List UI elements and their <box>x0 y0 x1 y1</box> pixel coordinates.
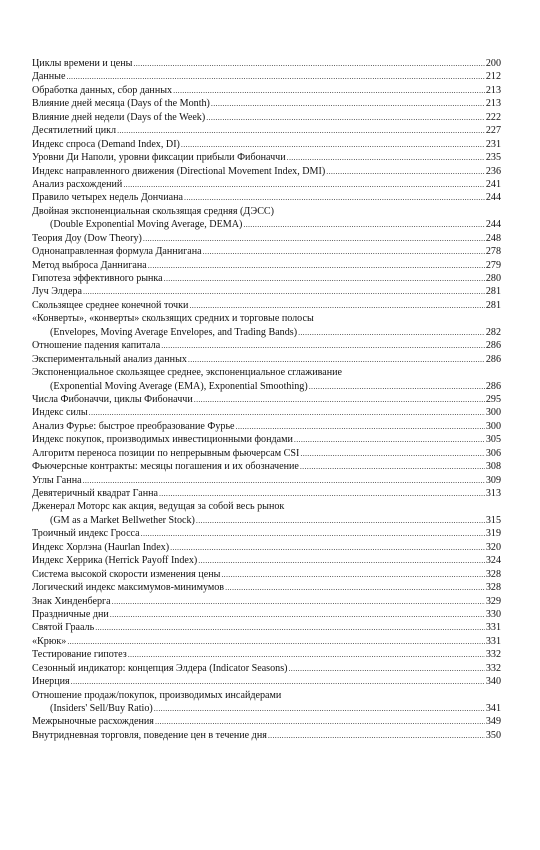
toc-entry <box>32 729 501 742</box>
page-number: 331 <box>485 622 501 634</box>
dot-leader <box>300 447 484 460</box>
toc-entry <box>32 151 501 164</box>
toc-entry <box>32 500 501 527</box>
toc-entry <box>32 312 501 339</box>
page-number: 222 <box>485 111 501 123</box>
toc-entry <box>32 299 501 312</box>
toc-entry-title: Луч Элдера <box>32 286 82 298</box>
page-number: 282 <box>485 326 501 338</box>
page-number: 236 <box>485 165 501 177</box>
page-number: 320 <box>485 541 501 553</box>
toc-entry <box>32 460 501 473</box>
page-number: 244 <box>485 192 501 204</box>
toc-entry-line <box>32 272 501 285</box>
toc-entry <box>32 259 501 272</box>
dot-leader <box>298 326 485 339</box>
dot-leader <box>148 259 485 272</box>
toc-entry <box>32 232 501 245</box>
toc-entry-title: Логический индекс максимумов-минимумов <box>32 582 225 594</box>
page-number: 330 <box>485 608 501 620</box>
dot-leader <box>66 70 484 83</box>
toc-entry-title: Индекс Хорлэна (Haurlan Index) <box>32 541 170 553</box>
toc-entry-title: Метод выброса Даннигана <box>32 259 147 271</box>
page-number: 305 <box>485 434 501 446</box>
dot-leader <box>326 165 485 178</box>
toc-entry-subtitle: (GM as a Market Bellwether Stock) <box>50 514 195 526</box>
toc-entry <box>32 406 501 419</box>
toc-entry-line <box>32 487 501 500</box>
toc-entry-line <box>32 554 501 567</box>
toc-entry <box>32 474 501 487</box>
page-number: 295 <box>485 393 501 405</box>
page-number: 300 <box>485 407 501 419</box>
toc-entry-title: Экспоненциальное скользящее среднее, экспоненциальное сглаживание <box>32 367 343 379</box>
page-number: 286 <box>485 353 501 365</box>
toc-entry-title: Знак Хинденберга <box>32 595 111 607</box>
page-number: 328 <box>485 568 501 580</box>
toc-entry-line <box>32 581 501 594</box>
toc-entry-title: Скользящее среднее конечной точки <box>32 299 189 311</box>
dot-leader <box>243 218 484 231</box>
toc-entry-title: Числа Фибоначчи, циклы Фибоначчи <box>32 393 193 405</box>
dot-leader <box>288 662 484 675</box>
dot-leader <box>141 527 485 540</box>
toc-entry-title: Индекс спроса (Demand Index, DI) <box>32 138 180 150</box>
toc-entry-subtitle: (Double Exponential Moving Average, DEMA) <box>50 219 243 231</box>
toc-entry <box>32 433 501 446</box>
dot-leader <box>221 568 484 581</box>
page-number: 280 <box>485 273 501 284</box>
toc-entry-title: Углы Ганна <box>32 474 82 486</box>
page-number: 306 <box>485 447 501 459</box>
toc-entry-title: Гипотеза эффективного рынка <box>32 273 163 284</box>
toc-entry-line <box>32 514 501 527</box>
toc-entry <box>32 608 501 621</box>
page-number: 244 <box>485 219 501 231</box>
dot-leader <box>133 57 484 70</box>
dot-leader <box>189 299 484 312</box>
page-number: 324 <box>485 555 501 567</box>
toc-entry <box>32 554 501 567</box>
toc-entry <box>32 178 501 191</box>
dot-leader <box>236 420 485 433</box>
toc-entry-title: Анализ расхождений <box>32 178 123 190</box>
dot-leader <box>112 595 485 608</box>
page-number: 309 <box>485 474 501 486</box>
toc-entry-title: Система высокой скорости изменения цены <box>32 568 221 580</box>
toc-entry-line <box>32 406 501 419</box>
page-number: 349 <box>485 716 501 728</box>
dot-leader <box>294 433 485 446</box>
toc-entry <box>32 635 501 648</box>
toc-entry-line <box>32 662 501 675</box>
dot-leader <box>188 353 485 366</box>
dot-leader <box>154 702 485 715</box>
toc-entry-line <box>32 608 501 621</box>
toc-entry <box>32 70 501 83</box>
dot-leader <box>155 715 485 728</box>
toc-entry <box>32 138 501 151</box>
page-number: 315 <box>485 514 501 526</box>
toc-entry <box>32 272 501 285</box>
toc-entry-line <box>32 460 501 473</box>
dot-leader <box>159 487 485 500</box>
toc-entry-subtitle: (Exponential Moving Average (EMA), Exponential Smoothing) <box>50 380 308 392</box>
page-number: 340 <box>485 676 501 688</box>
page-number: 332 <box>485 662 501 674</box>
page-number: 332 <box>485 649 501 661</box>
toc-entry <box>32 205 501 232</box>
toc-entry-line <box>32 191 501 204</box>
toc-entry <box>32 84 501 97</box>
page-number: 200 <box>485 58 501 69</box>
dot-leader <box>71 675 485 688</box>
toc-entry-line <box>32 420 501 433</box>
toc-entry-line <box>32 702 501 715</box>
page-number: 227 <box>485 125 501 137</box>
toc-entry-line <box>32 165 501 178</box>
dot-leader <box>181 138 485 151</box>
toc-entry-subtitle: (Insiders' Sell/Buy Ratio) <box>50 703 153 714</box>
toc-entry-title: Экспериментальный анализ данных <box>32 353 187 365</box>
toc-entry-title: Праздничные дни <box>32 608 109 620</box>
toc-entry-title: Однонаправленная формула Даннигана <box>32 246 202 258</box>
page-number: 212 <box>485 71 501 83</box>
toc-entry-line <box>32 380 501 393</box>
toc-entry-line <box>32 729 501 742</box>
dot-leader <box>83 474 485 487</box>
toc-entry <box>32 366 501 393</box>
dot-leader <box>89 406 485 419</box>
toc-entry <box>32 541 501 554</box>
toc-entry <box>32 595 501 608</box>
toc-entry <box>32 111 501 124</box>
toc-entry-title: Теория Доу (Dow Theory) <box>32 232 142 244</box>
toc-entry-title: Данные <box>32 71 66 83</box>
page-number: 331 <box>485 635 501 647</box>
toc-entry-line <box>32 595 501 608</box>
page-number: 350 <box>485 729 501 741</box>
toc-entry <box>32 527 501 540</box>
toc-entry-line <box>32 648 501 661</box>
dot-leader <box>287 151 485 164</box>
toc-entry-title: Индекс покупок, производимых инвестиционными фондами <box>32 434 293 446</box>
dot-leader <box>95 621 485 634</box>
toc-entry-line <box>32 285 501 298</box>
toc-entry-subtitle: (Envelopes, Moving Average Envelopes, and Trading Bands) <box>50 326 298 338</box>
toc-entry <box>32 689 501 716</box>
toc-entry-line <box>32 474 501 487</box>
toc-entry-line <box>32 393 501 406</box>
dot-leader <box>211 97 485 110</box>
toc-entry-title: Тестирование гипотез <box>32 649 127 661</box>
toc-entry <box>32 581 501 594</box>
toc-entry-line <box>32 339 501 352</box>
toc-entry-line <box>32 326 501 339</box>
toc-entry-line <box>32 245 501 258</box>
toc-entry <box>32 124 501 137</box>
toc-entry-title: Десятилетний цикл <box>32 125 117 137</box>
dot-leader <box>117 124 485 137</box>
toc-entry-title: Межрыночные расхождения <box>32 716 154 728</box>
page-number: 313 <box>485 488 501 499</box>
page-number: 286 <box>485 380 501 392</box>
toc-entry <box>32 57 501 70</box>
toc-entry-title: Анализ Фурье: быстрое преобразование Фурье <box>32 420 235 432</box>
toc-entry-line <box>32 138 501 151</box>
dot-leader <box>128 648 485 661</box>
toc-entry <box>32 420 501 433</box>
toc-entry-line <box>32 259 501 272</box>
toc-entry-line <box>32 568 501 581</box>
page-number: 329 <box>485 595 501 607</box>
toc-entry-title: Двойная экспоненциальная скользящая средняя (ДЭСС) <box>32 205 275 217</box>
page-number: 286 <box>485 340 501 352</box>
toc-entry-line <box>32 715 501 728</box>
dot-leader <box>184 191 485 204</box>
toc-entry <box>32 675 501 688</box>
page-number: 278 <box>485 246 501 258</box>
toc-entry <box>32 447 501 460</box>
toc-entry <box>32 662 501 675</box>
toc-entry-title: Девятеричный квадрат Ганна <box>32 488 158 499</box>
dot-leader <box>206 111 485 124</box>
page-number: 300 <box>485 420 501 432</box>
page-number: 231 <box>485 138 501 150</box>
dot-leader <box>110 608 485 621</box>
toc-entry-title: Дженерал Моторс как акция, ведущая за собой весь рынок <box>32 501 285 513</box>
toc-entry-line <box>32 621 501 634</box>
dot-leader <box>225 581 485 594</box>
toc-entry-title: Индекс Херрика (Herrick Payoff Index) <box>32 555 198 567</box>
toc-entry-title: «Конверты», «конверты» скользящих средних и торговые полосы <box>32 313 314 325</box>
toc-entry-title: Отношение падения капитала <box>32 340 161 352</box>
toc-entry-title: Троичный индекс Гросса <box>32 528 140 540</box>
dot-leader <box>173 84 485 97</box>
toc-entry-line <box>32 433 501 446</box>
page-number: 319 <box>485 528 501 540</box>
toc-entry <box>32 97 501 110</box>
toc-entry-line <box>32 447 501 460</box>
toc-entry <box>32 191 501 204</box>
toc-entry-title: Циклы времени и цены <box>32 58 133 69</box>
toc-entry-line <box>32 124 501 137</box>
page-number: 281 <box>485 286 501 298</box>
toc-entry-line <box>32 353 501 366</box>
toc-entry <box>32 353 501 366</box>
dot-leader <box>123 178 485 191</box>
toc-entry-line <box>32 111 501 124</box>
page-number: 248 <box>485 232 501 244</box>
toc-entry <box>32 487 501 500</box>
toc-entry-line <box>32 151 501 164</box>
toc-entry <box>32 648 501 661</box>
toc-entry-title: «Крюк» <box>32 635 67 647</box>
dot-leader <box>300 460 485 473</box>
dot-leader <box>194 393 485 406</box>
page-number: 213 <box>485 98 501 110</box>
toc-entry-title: Инерция <box>32 676 70 688</box>
dot-leader <box>161 339 485 352</box>
toc-entry-line <box>32 178 501 191</box>
page-number: 281 <box>485 299 501 311</box>
toc-entry <box>32 165 501 178</box>
toc-entry-title: Святой Грааль <box>32 622 95 634</box>
dot-leader <box>198 554 485 567</box>
toc-entry <box>32 715 501 728</box>
toc-entry-title: Сезонный индикатор: концепция Элдера (Indicator Seasons) <box>32 662 288 674</box>
toc-entry-title: Влияние дней недели (Days of the Week) <box>32 111 206 123</box>
toc-entry <box>32 568 501 581</box>
toc-entry <box>32 621 501 634</box>
toc-entry-line <box>32 97 501 110</box>
table-of-contents <box>32 57 501 742</box>
toc-entry <box>32 339 501 352</box>
toc-entry-line <box>32 541 501 554</box>
dot-leader <box>196 514 485 527</box>
toc-entry-title: Уровни Ди Наполи, уровни фиксации прибыли Фибоначчи <box>32 152 286 164</box>
toc-entry <box>32 285 501 298</box>
toc-entry-title: Внутридневная торговля, поведение цен в течение дня <box>32 729 267 741</box>
page-number: 341 <box>485 703 501 714</box>
toc-entry-line <box>32 84 501 97</box>
toc-entry-title: Фьючерсные контракты: месяцы погашения и их обозначение <box>32 461 299 473</box>
toc-entry-title: Алгоритм переноса позиции по непрерывным фьючерсам CSI <box>32 447 300 459</box>
page-number: 279 <box>485 259 501 271</box>
toc-entry-line <box>32 57 501 70</box>
page-number: 241 <box>485 178 501 190</box>
dot-leader <box>309 380 485 393</box>
dot-leader <box>170 541 485 554</box>
toc-entry <box>32 245 501 258</box>
page-number: 235 <box>485 152 501 164</box>
toc-entry-title: Индекс силы <box>32 407 88 419</box>
dot-leader <box>164 272 485 285</box>
toc-entry-line <box>32 299 501 312</box>
toc-entry-line <box>32 527 501 540</box>
dot-leader <box>83 285 485 298</box>
toc-entry-title: Правило четырех недель Дончиана <box>32 192 184 204</box>
dot-leader <box>268 729 485 742</box>
page-number: 308 <box>485 461 501 473</box>
toc-entry-title: Обработка данных, сбор данных <box>32 84 173 96</box>
toc-entry-title: Индекс направленного движения (Directional Movement Index, DMI) <box>32 165 326 177</box>
toc-entry <box>32 393 501 406</box>
toc-entry-line <box>32 635 501 648</box>
toc-entry-line <box>32 232 501 245</box>
page-number: 328 <box>485 582 501 594</box>
dot-leader <box>67 635 485 648</box>
page-number: 213 <box>485 84 501 96</box>
dot-leader <box>203 245 485 258</box>
toc-entry-line <box>32 675 501 688</box>
toc-entry-line <box>32 218 501 231</box>
toc-entry-title: Влияние дней месяца (Days of the Month) <box>32 98 210 110</box>
toc-entry-title: Отношение продаж/покупок, производимых инсайдерами <box>32 689 282 701</box>
dot-leader <box>143 232 485 245</box>
toc-entry-line <box>32 70 501 83</box>
